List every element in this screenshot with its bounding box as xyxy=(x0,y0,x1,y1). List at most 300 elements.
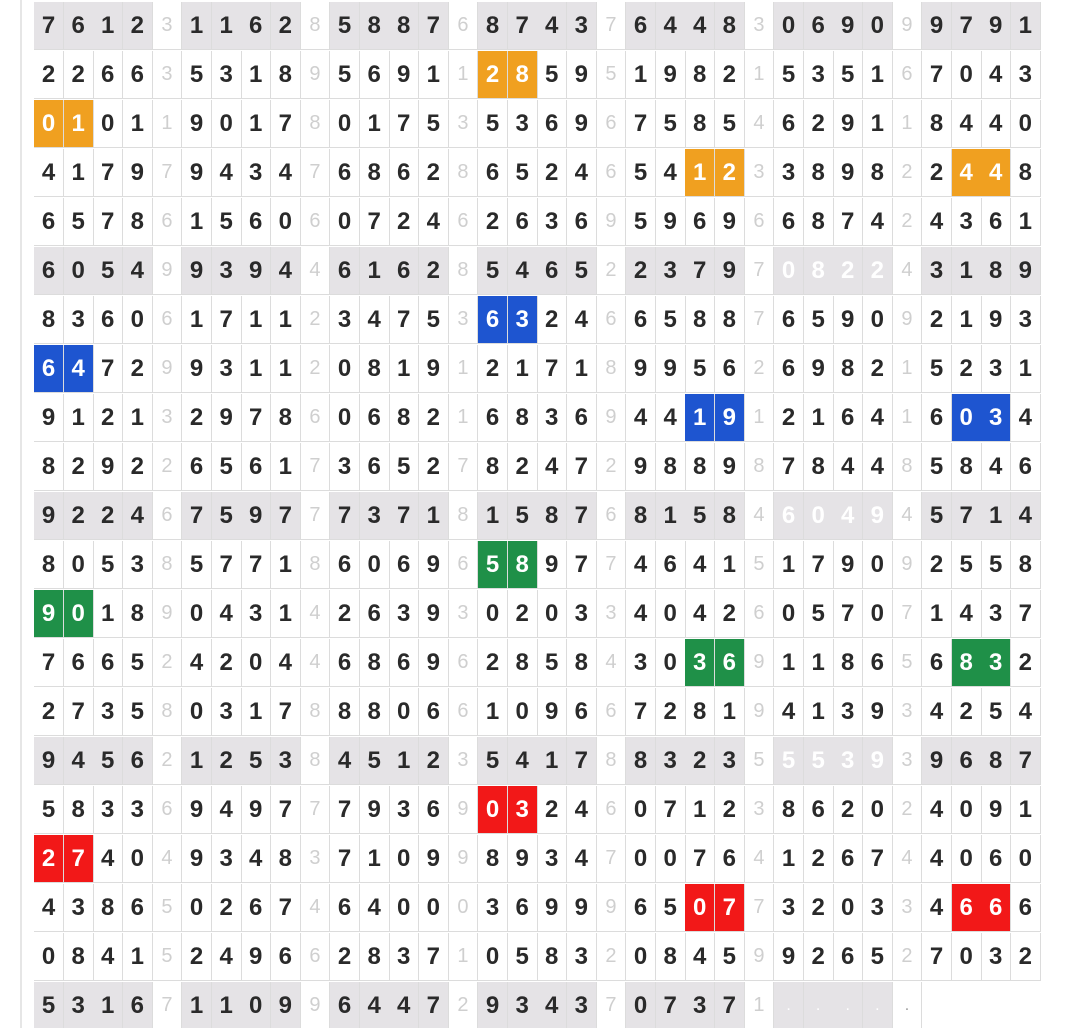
grid-cell: 9 xyxy=(182,100,212,148)
grid-cell: 6 xyxy=(774,198,804,246)
separator-digit: 2 xyxy=(892,198,922,246)
grid-cell: 7 xyxy=(271,492,301,540)
grid-cell: 0 xyxy=(212,100,242,148)
grid-cell: 1 xyxy=(419,492,449,540)
grid-cell: 5 xyxy=(715,100,745,148)
grid-cell: 2 xyxy=(419,394,449,442)
grid-cell: 2 xyxy=(922,541,952,589)
grid-cell: 3 xyxy=(64,884,94,932)
grid-cell: 7 xyxy=(389,296,419,344)
separator-digit: 1 xyxy=(892,345,922,393)
grid-cell: 4 xyxy=(64,737,94,785)
highlighted-cell-red: 0 xyxy=(478,786,508,834)
separator-digit: 2 xyxy=(892,149,922,197)
grid-cell: 2 xyxy=(1011,933,1041,981)
grid-cell: 1 xyxy=(922,590,952,638)
highlighted-cell-blue: 3 xyxy=(981,394,1011,442)
separator-digit: 6 xyxy=(596,296,626,344)
grid-cell: 0 xyxy=(93,100,123,148)
separator-digit: 7 xyxy=(300,786,330,834)
separator-digit: 4 xyxy=(892,835,922,883)
grid-cell: 4 xyxy=(685,2,715,50)
grid-cell: 5 xyxy=(478,100,508,148)
grid-cell: 9 xyxy=(981,786,1011,834)
grid-cell: 4 xyxy=(685,541,715,589)
grid-cell: 8 xyxy=(833,345,863,393)
grid-cell: 2 xyxy=(715,590,745,638)
grid-cell: 0 xyxy=(656,639,686,687)
grid-cell: 0 xyxy=(64,541,94,589)
separator-digit: 8 xyxy=(892,443,922,491)
grid-cell: 4 xyxy=(212,933,242,981)
separator-digit: 4 xyxy=(596,639,626,687)
grid-cell: 2 xyxy=(271,2,301,50)
grid-cell: 6 xyxy=(389,541,419,589)
grid-cell: 8 xyxy=(804,149,834,197)
grid-cell: 7 xyxy=(271,100,301,148)
grid-cell: 1 xyxy=(93,590,123,638)
grid-cell: 2 xyxy=(774,394,804,442)
grid-cell: 0 xyxy=(656,835,686,883)
separator-digit: 7 xyxy=(448,443,478,491)
separator-digit: 8 xyxy=(448,149,478,197)
separator-digit: . xyxy=(892,982,922,1028)
grid-cell: 8 xyxy=(360,639,390,687)
separator-digit: 9 xyxy=(744,933,774,981)
grid-row xyxy=(34,296,1080,345)
grid-cell: 4 xyxy=(626,590,656,638)
highlighted-cell-red: . xyxy=(833,982,863,1028)
grid-cell: 4 xyxy=(34,149,64,197)
grid-cell: 2 xyxy=(34,688,64,736)
grid-cell: 7 xyxy=(271,884,301,932)
separator-digit: 9 xyxy=(300,51,330,99)
separator-digit: 1 xyxy=(892,394,922,442)
grid-cell: 1 xyxy=(93,982,123,1028)
grid-cell: 4 xyxy=(922,786,952,834)
grid-cell: 7 xyxy=(1011,590,1041,638)
grid-cell: 6 xyxy=(241,884,271,932)
grid-cell: 7 xyxy=(833,198,863,246)
grid-cell: 6 xyxy=(567,394,597,442)
grid-cell: 7 xyxy=(64,688,94,736)
grid-cell: 1 xyxy=(1011,786,1041,834)
grid-cell: 1 xyxy=(212,982,242,1028)
separator-digit: 6 xyxy=(152,786,182,834)
grid-cell: 0 xyxy=(952,933,982,981)
grid-cell: 6 xyxy=(64,2,94,50)
grid-cell: 1 xyxy=(182,2,212,50)
grid-cell: 3 xyxy=(478,884,508,932)
grid-row xyxy=(34,541,1080,590)
separator-digit: 9 xyxy=(596,884,626,932)
grid-cell: 6 xyxy=(330,982,360,1028)
highlighted-cell-orange: 4 xyxy=(981,149,1011,197)
highlighted-cell-red: 0 xyxy=(685,884,715,932)
grid-cell: 2 xyxy=(715,786,745,834)
grid-cell: 2 xyxy=(330,933,360,981)
grid-cell: 7 xyxy=(656,982,686,1028)
separator-digit: 4 xyxy=(744,492,774,540)
grid-cell: 8 xyxy=(123,590,153,638)
grid-cell: 6 xyxy=(478,149,508,197)
grid-cell: 1 xyxy=(952,247,982,295)
grid-row xyxy=(34,149,1080,198)
grid-cell: 1 xyxy=(537,737,567,785)
separator-digit: 2 xyxy=(892,786,922,834)
grid-cell: 3 xyxy=(93,688,123,736)
grid-cell: 5 xyxy=(656,296,686,344)
grid-cell: 0 xyxy=(863,786,893,834)
grid-cell: 4 xyxy=(922,884,952,932)
separator-digit: 3 xyxy=(300,835,330,883)
grid-cell: 7 xyxy=(241,394,271,442)
grid-cell: 1 xyxy=(271,345,301,393)
grid-cell: 9 xyxy=(626,345,656,393)
grid-cell: 8 xyxy=(804,198,834,246)
grid-cell: 4 xyxy=(271,639,301,687)
grid-cell: 7 xyxy=(952,2,982,50)
separator-digit: 8 xyxy=(300,2,330,50)
grid-cell: 3 xyxy=(567,590,597,638)
grid-cell: 1 xyxy=(656,492,686,540)
highlighted-cell-orange: 8 xyxy=(804,247,834,295)
grid-cell: 4 xyxy=(567,786,597,834)
highlighted-cell-orange: 8 xyxy=(508,51,538,99)
grid-cell: 2 xyxy=(93,492,123,540)
separator-digit: 7 xyxy=(892,590,922,638)
separator-digit: 4 xyxy=(892,492,922,540)
grid-cell: 0 xyxy=(123,296,153,344)
grid-cell: 7 xyxy=(567,541,597,589)
separator-digit: 6 xyxy=(152,296,182,344)
highlighted-cell-orange: 0 xyxy=(34,100,64,148)
grid-cell: 8 xyxy=(774,786,804,834)
grid-cell: 5 xyxy=(656,884,686,932)
highlighted-cell-green: 5 xyxy=(774,737,804,785)
grid-cell: 8 xyxy=(93,884,123,932)
highlighted-cell-red: 2 xyxy=(34,835,64,883)
grid-cell: 0 xyxy=(330,198,360,246)
grid-cell: 1 xyxy=(182,296,212,344)
highlighted-cell-blue: 6 xyxy=(478,296,508,344)
grid-cell: 3 xyxy=(774,149,804,197)
grid-row xyxy=(34,639,1080,688)
grid-cell: 3 xyxy=(330,443,360,491)
grid-cell: 5 xyxy=(981,541,1011,589)
grid-cell: 5 xyxy=(804,296,834,344)
grid-cell: 9 xyxy=(212,394,242,442)
grid-cell: 6 xyxy=(93,296,123,344)
grid-cell: 3 xyxy=(715,737,745,785)
grid-cell: 2 xyxy=(182,394,212,442)
grid-cell: 5 xyxy=(656,100,686,148)
grid-cell: 1 xyxy=(64,394,94,442)
grid-cell: 6 xyxy=(330,247,360,295)
grid-cell: 4 xyxy=(981,51,1011,99)
grid-cell: 6 xyxy=(419,688,449,736)
grid-cell: 3 xyxy=(685,982,715,1028)
separator-digit: 6 xyxy=(448,639,478,687)
grid-cell: 4 xyxy=(1011,394,1041,442)
grid-cell: 5 xyxy=(537,51,567,99)
grid-cell: 2 xyxy=(212,639,242,687)
highlighted-cell-red: . xyxy=(774,982,804,1028)
grid-cell: 3 xyxy=(64,982,94,1028)
separator-digit: 5 xyxy=(892,639,922,687)
separator-digit: 8 xyxy=(300,100,330,148)
highlighted-cell-green: 3 xyxy=(685,639,715,687)
grid-cell: 9 xyxy=(182,835,212,883)
grid-cell: 7 xyxy=(626,100,656,148)
separator-digit: 1 xyxy=(744,982,774,1028)
grid-cell: 4 xyxy=(360,884,390,932)
grid-cell: 4 xyxy=(537,982,567,1028)
grid-cell: 9 xyxy=(804,345,834,393)
grid-cell: 6 xyxy=(567,688,597,736)
grid-cell: 1 xyxy=(123,933,153,981)
separator-digit: 6 xyxy=(300,394,330,442)
grid-cell: 1 xyxy=(389,345,419,393)
grid-cell: 0 xyxy=(330,345,360,393)
grid-cell: 5 xyxy=(182,51,212,99)
grid-cell: 9 xyxy=(656,198,686,246)
grid-cell: 5 xyxy=(922,492,952,540)
grid-cell: 5 xyxy=(360,737,390,785)
grid-cell: 0 xyxy=(241,639,271,687)
grid-cell: 2 xyxy=(833,786,863,834)
grid-cell: 6 xyxy=(182,443,212,491)
grid-cell: 4 xyxy=(656,149,686,197)
grid-cell: 6 xyxy=(360,443,390,491)
grid-cell: 7 xyxy=(419,982,449,1028)
highlighted-cell-red: 6 xyxy=(981,884,1011,932)
grid-cell: 7 xyxy=(537,345,567,393)
grid-cell: 4 xyxy=(212,786,242,834)
separator-digit: 2 xyxy=(300,345,330,393)
grid-cell: 2 xyxy=(952,345,982,393)
highlighted-cell-green: 9 xyxy=(34,590,64,638)
grid-cell: 4 xyxy=(1011,492,1041,540)
grid-cell: 1 xyxy=(478,688,508,736)
grid-cell: 6 xyxy=(508,198,538,246)
grid-cell: 9 xyxy=(241,933,271,981)
grid-cell: 1 xyxy=(241,296,271,344)
grid-cell: 8 xyxy=(360,149,390,197)
highlighted-cell-red: 3 xyxy=(508,786,538,834)
grid-cell: 5 xyxy=(626,149,656,197)
grid-row xyxy=(34,247,1080,296)
grid-cell: 5 xyxy=(34,982,64,1028)
grid-cell: 2 xyxy=(64,492,94,540)
grid-cell: 1 xyxy=(389,737,419,785)
grid-row xyxy=(34,933,1080,982)
grid-cell: 8 xyxy=(656,933,686,981)
grid-cell: 8 xyxy=(685,688,715,736)
grid-cell: 5 xyxy=(93,737,123,785)
grid-cell: 0 xyxy=(64,247,94,295)
highlighted-cell-red: 7 xyxy=(64,835,94,883)
separator-digit: 9 xyxy=(892,296,922,344)
grid-cell: 8 xyxy=(34,296,64,344)
grid-cell: 6 xyxy=(360,590,390,638)
grid-cell: 5 xyxy=(685,492,715,540)
grid-cell: 4 xyxy=(863,443,893,491)
separator-digit: 2 xyxy=(448,982,478,1028)
separator-digit: 6 xyxy=(596,100,626,148)
grid-cell: 5 xyxy=(981,688,1011,736)
separator-digit: 7 xyxy=(300,149,330,197)
separator-digit: 6 xyxy=(448,2,478,50)
grid-cell: 9 xyxy=(34,492,64,540)
grid-cell: 0 xyxy=(626,982,656,1028)
grid-cell: 2 xyxy=(64,51,94,99)
grid-cell: 9 xyxy=(626,443,656,491)
grid-cell: 5 xyxy=(626,198,656,246)
grid-cell: 4 xyxy=(271,149,301,197)
grid-cell: 5 xyxy=(419,296,449,344)
grid-cell: 6 xyxy=(389,639,419,687)
grid-cell: 4 xyxy=(922,198,952,246)
grid-cell: 3 xyxy=(537,835,567,883)
grid-cell: 0 xyxy=(537,590,567,638)
highlighted-cell-red: . xyxy=(863,982,893,1028)
grid-cell: 8 xyxy=(34,443,64,491)
grid-cell: 3 xyxy=(241,590,271,638)
grid-cell: 1 xyxy=(774,835,804,883)
grid-cell: 7 xyxy=(685,247,715,295)
separator-digit: 5 xyxy=(744,541,774,589)
grid-cell: 0 xyxy=(508,688,538,736)
grid-cell: 8 xyxy=(360,2,390,50)
grid-cell: 9 xyxy=(922,2,952,50)
highlighted-cell-orange: 2 xyxy=(863,247,893,295)
grid-cell: 2 xyxy=(93,394,123,442)
separator-digit: 3 xyxy=(152,394,182,442)
grid-cell: 6 xyxy=(922,394,952,442)
grid-cell: 6 xyxy=(64,639,94,687)
grid-cell: 7 xyxy=(1011,737,1041,785)
grid-cell: 8 xyxy=(123,198,153,246)
grid-cell: 7 xyxy=(389,492,419,540)
grid-cell: 1 xyxy=(271,590,301,638)
grid-cell: 0 xyxy=(389,884,419,932)
separator-digit: 3 xyxy=(744,2,774,50)
grid-cell: 6 xyxy=(123,51,153,99)
grid-cell: 9 xyxy=(656,345,686,393)
grid-cell: 2 xyxy=(212,884,242,932)
grid-cell: 5 xyxy=(774,51,804,99)
grid-cell: 4 xyxy=(330,737,360,785)
grid-cell: 3 xyxy=(93,786,123,834)
separator-digit: 9 xyxy=(448,835,478,883)
grid-cell: 5 xyxy=(64,198,94,246)
grid-cell: 4 xyxy=(922,688,952,736)
highlighted-cell-red: 6 xyxy=(952,884,982,932)
grid-cell: 7 xyxy=(271,688,301,736)
grid-cell: 6 xyxy=(833,933,863,981)
grid-cell: 6 xyxy=(123,737,153,785)
grid-cell: 6 xyxy=(360,394,390,442)
grid-cell: 8 xyxy=(626,492,656,540)
highlighted-cell-blue: 0 xyxy=(804,492,834,540)
separator-digit: 4 xyxy=(300,639,330,687)
grid-cell: 7 xyxy=(93,149,123,197)
grid-cell: 5 xyxy=(93,541,123,589)
grid-cell: 2 xyxy=(804,835,834,883)
grid-cell: 2 xyxy=(804,884,834,932)
separator-digit: 7 xyxy=(744,884,774,932)
grid-cell: 1 xyxy=(952,296,982,344)
grid-cell: 2 xyxy=(212,737,242,785)
grid-cell: 8 xyxy=(952,443,982,491)
grid-row xyxy=(34,345,1080,394)
grid-cell: 4 xyxy=(685,590,715,638)
grid-cell: 0 xyxy=(419,884,449,932)
grid-cell: 2 xyxy=(182,933,212,981)
grid-cell: 2 xyxy=(419,247,449,295)
separator-digit: 3 xyxy=(152,51,182,99)
separator-digit: 9 xyxy=(152,590,182,638)
grid-cell: 8 xyxy=(685,100,715,148)
grid-cell: 8 xyxy=(271,835,301,883)
grid-cell: 6 xyxy=(360,51,390,99)
grid-cell: 8 xyxy=(981,737,1011,785)
grid-cell: 6 xyxy=(774,345,804,393)
grid-cell: 1 xyxy=(804,639,834,687)
grid-cell: 1 xyxy=(685,786,715,834)
grid-cell: 6 xyxy=(1011,443,1041,491)
grid-cell: 1 xyxy=(182,737,212,785)
grid-cell: 4 xyxy=(981,443,1011,491)
grid-cell: 9 xyxy=(360,786,390,834)
grid-cell: 3 xyxy=(833,688,863,736)
grid-cell: 1 xyxy=(1011,345,1041,393)
highlighted-cell-red: . xyxy=(804,982,834,1028)
grid-cell: 2 xyxy=(508,443,538,491)
highlighted-cell-green: 6 xyxy=(715,639,745,687)
highlighted-cell-blue: 3 xyxy=(508,296,538,344)
grid-cell: 7 xyxy=(626,688,656,736)
grid-cell: 4 xyxy=(863,198,893,246)
grid-cell: 8 xyxy=(508,394,538,442)
grid-cell: 2 xyxy=(64,443,94,491)
grid-cell: 7 xyxy=(952,492,982,540)
grid-cell: 6 xyxy=(478,394,508,442)
grid-cell: 1 xyxy=(478,492,508,540)
grid-cell: 9 xyxy=(93,443,123,491)
grid-cell: 2 xyxy=(123,443,153,491)
grid-cell: 9 xyxy=(833,2,863,50)
grid-cell: 5 xyxy=(34,786,64,834)
grid-cell: 0 xyxy=(182,688,212,736)
grid-cell: 3 xyxy=(774,884,804,932)
grid-cell: 2 xyxy=(922,149,952,197)
grid-row xyxy=(34,492,1080,541)
grid-cell: 9 xyxy=(537,541,567,589)
separator-digit: 3 xyxy=(744,786,774,834)
grid-cell: 1 xyxy=(567,345,597,393)
grid-cell: 2 xyxy=(656,688,686,736)
separator-digit: 3 xyxy=(744,149,774,197)
separator-digit: 6 xyxy=(892,51,922,99)
separator-digit: 7 xyxy=(744,247,774,295)
separator-digit: 1 xyxy=(448,394,478,442)
grid-cell: 8 xyxy=(478,443,508,491)
grid-cell: 4 xyxy=(241,835,271,883)
separator-digit: 8 xyxy=(448,492,478,540)
grid-cell: 8 xyxy=(567,639,597,687)
